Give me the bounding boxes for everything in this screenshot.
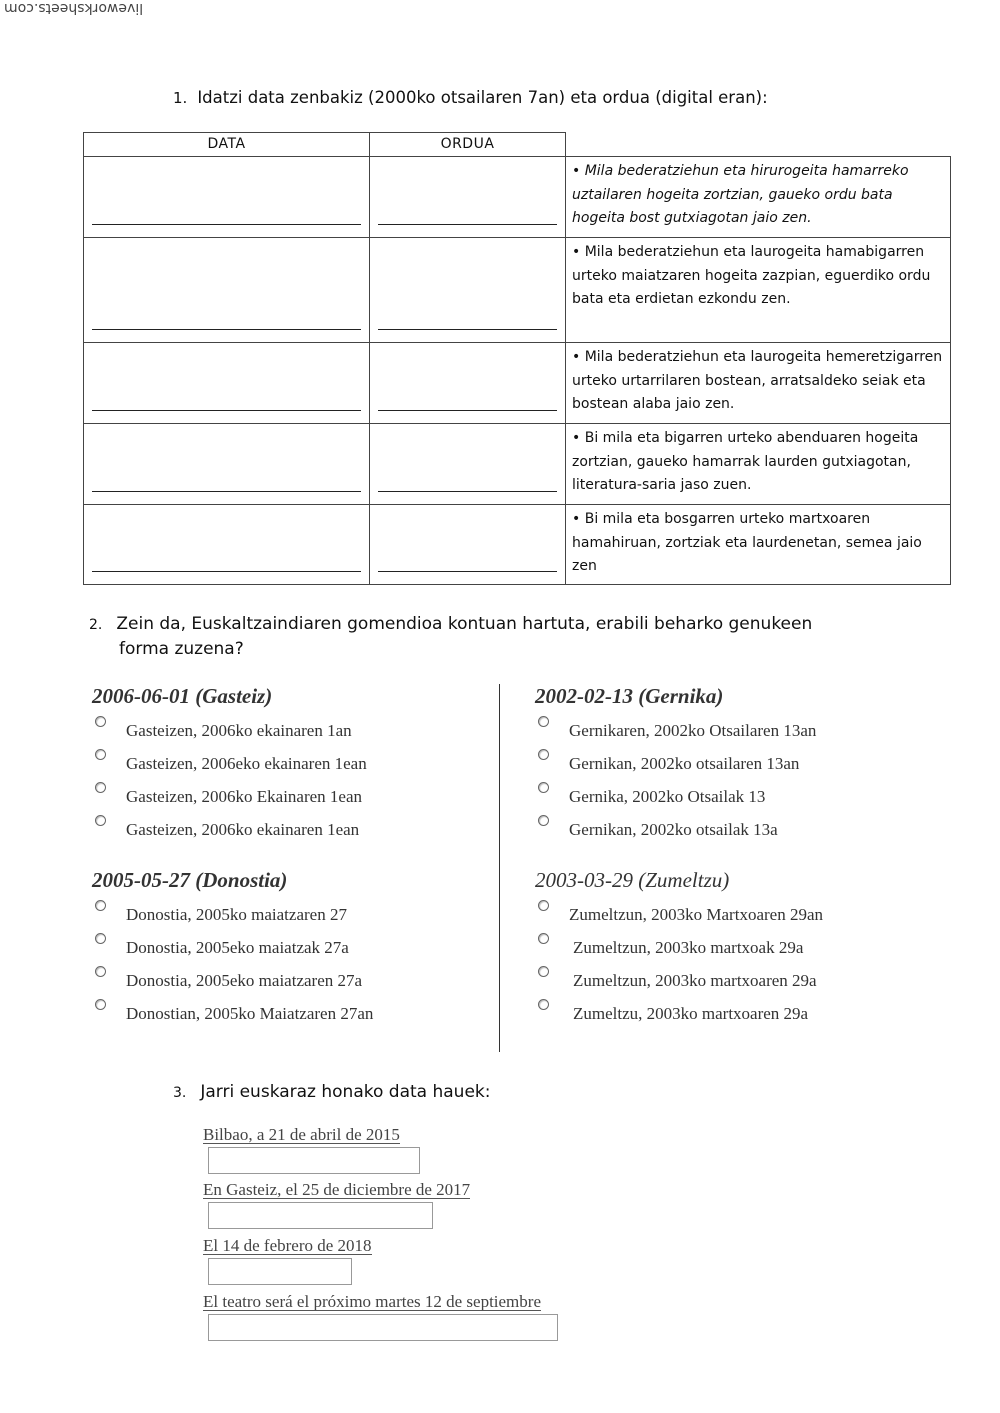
- option-gasteiz-2[interactable]: Gasteizen, 2006eko ekainaren 1ean: [126, 754, 367, 773]
- radio-gernika-3[interactable]: [538, 782, 549, 793]
- prompt-3-4: El teatro será el próximo martes 12 de septiembre: [203, 1292, 541, 1311]
- option-zumeltzu-2[interactable]: Zumeltzun, 2003ko martxoak 29a: [573, 938, 804, 957]
- column-divider: [499, 684, 500, 1052]
- radio-gasteiz-2[interactable]: [95, 749, 106, 760]
- ordua-blank-4[interactable]: [378, 491, 557, 492]
- ordua-blank-5[interactable]: [378, 571, 557, 572]
- group-title-donostia: 2005-05-27 (Donostia): [92, 868, 288, 892]
- question-2-text-line1: Zein da, Euskaltzaindiaren gomendioa kontuan hartuta, erabili beharko genukeen: [116, 614, 813, 634]
- prompt-3-2: En Gasteiz, el 25 de diciembre de 2017: [203, 1180, 471, 1199]
- radio-gasteiz-1[interactable]: [95, 716, 106, 727]
- description-cell-2: [565, 237, 951, 343]
- option-donostia-2[interactable]: Donostia, 2005eko maiatzak 27a: [126, 938, 349, 957]
- radio-zumeltzu-4[interactable]: [538, 999, 549, 1010]
- radio-gasteiz-4[interactable]: [95, 815, 106, 826]
- ordua-cell-4[interactable]: [369, 423, 566, 505]
- option-donostia-4[interactable]: Donostian, 2005ko Maiatzaren 27an: [126, 1004, 374, 1023]
- option-zumeltzu-4[interactable]: Zumeltzu, 2003ko martxoaren 29a: [573, 1004, 809, 1023]
- data-cell-2[interactable]: [83, 237, 370, 343]
- answer-input-4[interactable]: [208, 1314, 558, 1341]
- question-3-text: Jarri euskaraz honako data hauek:: [200, 1082, 491, 1102]
- question-1-number: 1.: [173, 89, 188, 107]
- ordua-cell-1[interactable]: [369, 156, 566, 238]
- radio-gernika-2[interactable]: [538, 749, 549, 760]
- option-gernika-1[interactable]: Gernikaren, 2002ko Otsailaren 13an: [569, 721, 817, 740]
- description-4: • Bi mila eta bigarren urteko abenduaren hogeita zortzian, gaueko hamarrak laurden gutxiagotan, literatura-saria jaso zuen.: [572, 430, 919, 493]
- ordua-blank-3[interactable]: [378, 410, 557, 411]
- data-blank-1[interactable]: [92, 224, 361, 225]
- option-gasteiz-3[interactable]: Gasteizen, 2006ko Ekainaren 1ean: [126, 787, 363, 806]
- description-cell-1: [565, 156, 951, 238]
- question-2-number: 2.: [89, 617, 103, 633]
- question-3-number: 3.: [173, 1085, 187, 1101]
- radio-gernika-4[interactable]: [538, 815, 549, 826]
- option-gernika-3[interactable]: Gernika, 2002ko Otsailak 13: [569, 787, 766, 806]
- option-gasteiz-4[interactable]: Gasteizen, 2006ko ekainaren 1ean: [126, 820, 360, 839]
- radio-gernika-1[interactable]: [538, 716, 549, 727]
- header-data: DATA: [83, 132, 370, 157]
- group-title-gernika: 2002-02-13 (Gernika): [535, 684, 724, 708]
- option-zumeltzu-1[interactable]: Zumeltzun, 2003ko Martxoaren 29an: [569, 905, 823, 924]
- question-2-text-line2: forma zuzena?: [119, 639, 244, 659]
- group-title-zumeltzu: 2003-03-29 (Zumeltzu): [535, 868, 730, 892]
- data-blank-4[interactable]: [92, 491, 361, 492]
- option-gernika-4[interactable]: Gernikan, 2002ko otsailak 13a: [569, 820, 778, 839]
- header-ordua: ORDUA: [369, 132, 566, 157]
- data-cell-4[interactable]: [83, 423, 370, 505]
- option-gasteiz-1[interactable]: Gasteizen, 2006ko ekainaren 1an: [126, 721, 352, 740]
- description-cell-4: [565, 423, 951, 505]
- radio-donostia-2[interactable]: [95, 933, 106, 944]
- data-blank-3[interactable]: [92, 410, 361, 411]
- option-donostia-3[interactable]: Donostia, 2005eko maiatzaren 27a: [126, 971, 363, 990]
- description-2: • Mila bederatziehun eta laurogeita hamabigarren urteko maiatzaren hogeita zazpian, eguerdiko ordu bata eta erdietan ezkondu zen.: [572, 244, 931, 307]
- option-gernika-2[interactable]: Gernikan, 2002ko otsailaren 13an: [569, 754, 800, 773]
- option-zumeltzu-3[interactable]: Zumeltzun, 2003ko martxoaren 29a: [573, 971, 817, 990]
- data-blank-2[interactable]: [92, 329, 361, 330]
- answer-input-2[interactable]: [208, 1202, 433, 1229]
- data-blank-5[interactable]: [92, 571, 361, 572]
- question-1-text: Idatzi data zenbakiz (2000ko otsailaren 7an) eta ordua (digital eran):: [197, 88, 768, 107]
- ordua-blank-1[interactable]: [378, 224, 557, 225]
- description-1: • Mila bederatziehun eta hirurogeita hamarreko uztailaren hogeita zortzian, gaueko ordu bata hogeita bost gutxiagotan jaio zen.: [572, 163, 909, 226]
- answer-input-3[interactable]: [208, 1258, 352, 1285]
- prompt-3-1: Bilbao, a 21 de abril de 2015: [203, 1125, 400, 1144]
- radio-gasteiz-3[interactable]: [95, 782, 106, 793]
- watermark: liveworksheets.com: [4, 0, 144, 16]
- radio-donostia-1[interactable]: [95, 900, 106, 911]
- radio-donostia-3[interactable]: [95, 966, 106, 977]
- description-5: • Bi mila eta bosgarren urteko martxoaren hamahiruan, zortziak eta laurdenetan, semea jaio zen: [572, 511, 922, 574]
- ordua-cell-2[interactable]: [369, 237, 566, 343]
- ordua-cell-5[interactable]: [369, 504, 566, 585]
- data-cell-1[interactable]: [83, 156, 370, 238]
- ordua-cell-3[interactable]: [369, 342, 566, 424]
- data-cell-3[interactable]: [83, 342, 370, 424]
- radio-zumeltzu-1[interactable]: [538, 900, 549, 911]
- radio-zumeltzu-3[interactable]: [538, 966, 549, 977]
- answer-input-1[interactable]: [208, 1147, 420, 1174]
- data-cell-5[interactable]: [83, 504, 370, 585]
- question-3-title: [173, 1080, 491, 1105]
- description-cell-5: [565, 504, 951, 585]
- description-cell-3: [565, 342, 951, 424]
- radio-zumeltzu-2[interactable]: [538, 933, 549, 944]
- group-title-gasteiz: 2006-06-01 (Gasteiz): [92, 684, 273, 708]
- radio-donostia-4[interactable]: [95, 999, 106, 1010]
- question-1-title: [173, 86, 768, 110]
- description-3: • Mila bederatziehun eta laurogeita hemeretzigarren urteko urtarrilaren bostean, arratsaldeko seiak eta bostean alaba jaio zen.: [572, 349, 943, 412]
- question-2-title: [89, 612, 812, 661]
- prompt-3-3: El 14 de febrero de 2018: [203, 1236, 372, 1255]
- ordua-blank-2[interactable]: [378, 329, 557, 330]
- option-donostia-1[interactable]: Donostia, 2005ko maiatzaren 27: [126, 905, 347, 924]
